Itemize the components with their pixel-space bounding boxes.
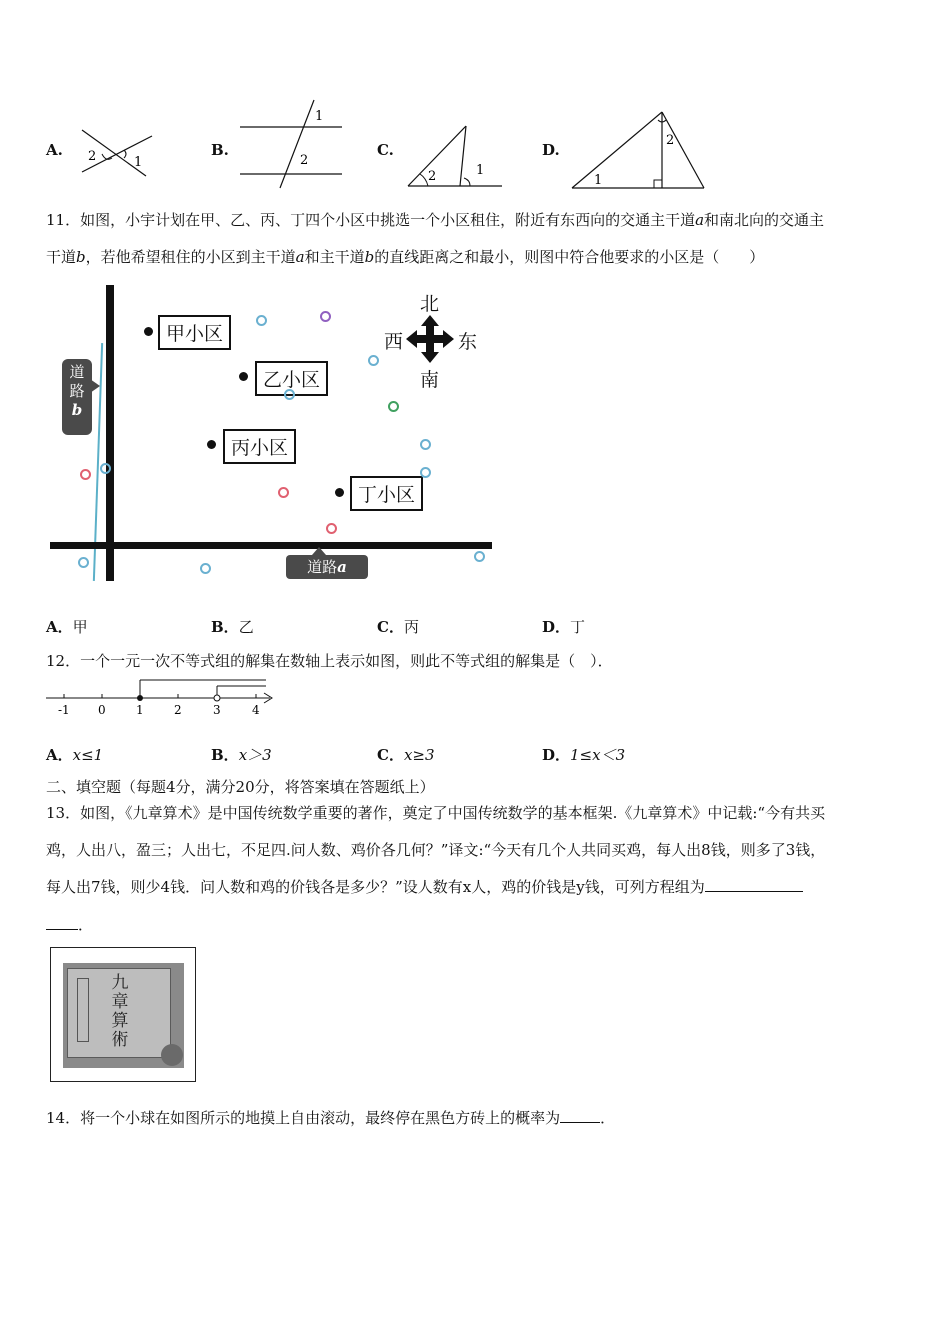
q10-option-a-label: A.: [46, 141, 63, 159]
q13-line1: 13．如图，《九章算术》是中国传统数学重要的著作，奠定了中国传统数学的基本框架.《九章算术》中记载:“今有共买: [46, 804, 826, 822]
poi-marker-icon: [80, 469, 91, 480]
district-ding-dot: [335, 488, 344, 497]
q11-stem-line1: 11．如图，小宇计划在甲、乙、丙、丁四个小区中挑选一个小区租住，附近有东西向的交通主干道a和南北向的交通主: [46, 211, 825, 229]
district-bing-dot: [207, 440, 216, 449]
q14-stem: 14．将一个小球在如图所示的地摸上自由滚动，最终停在黑色方砖上的概率为 ．: [46, 1109, 616, 1127]
poi-marker-icon: [256, 315, 267, 326]
q13-line4: ．: [46, 914, 93, 936]
q10-c-angle1: 1: [476, 163, 485, 178]
q14-answer-blank[interactable]: [560, 1108, 600, 1123]
district-bing: 丙小区: [223, 429, 296, 464]
axis-tick-2: 2: [174, 703, 182, 717]
q10-option-b-label: B.: [211, 141, 229, 159]
q12-stem: 12．一个一元一次不等式组的解集在数轴上表示如图，则此不等式组的解集是（ ）．: [46, 652, 613, 670]
compass-north: 北: [420, 293, 440, 315]
district-yi: 乙小区: [255, 361, 328, 396]
q10-b-angle1: 1: [315, 109, 324, 124]
q10-b-angle2: 2: [300, 153, 309, 168]
q10-figure-b: [238, 98, 346, 190]
axis-tick-0: 0: [98, 703, 106, 717]
road-a-line: [50, 542, 492, 549]
district-yi-dot: [239, 372, 248, 381]
q13-line3: 每人出7钱，则少4钱．问人数和鸡的价钱各是多少？”设人数有x人，鸡的价钱是y钱，可列方程组为: [46, 876, 803, 898]
axis-tick-1: 1: [136, 703, 144, 717]
poi-marker-icon: [388, 401, 399, 412]
road-a-label: 道路a: [286, 555, 368, 579]
q10-c-angle2: 2: [428, 169, 437, 184]
q10-a-angle2: 2: [88, 149, 97, 164]
q12-option-d[interactable]: D．1≤x＜3: [542, 746, 626, 764]
poi-marker-icon: [326, 523, 337, 534]
compass-west: 西: [384, 331, 404, 353]
q10-a-angle1: 1: [134, 155, 143, 170]
q10-option-d-label: D.: [542, 141, 560, 159]
book-spine-strip: [77, 978, 89, 1042]
poi-marker-icon: [78, 557, 89, 568]
road-b-line: [106, 285, 114, 581]
poi-marker-icon: [278, 487, 289, 498]
q11-option-c[interactable]: C．丙: [377, 618, 419, 636]
q12-option-c[interactable]: C．x≥3: [377, 746, 435, 764]
poi-marker-icon: [420, 467, 431, 478]
q13-answer-blank-cont[interactable]: [46, 915, 78, 930]
q10-d-angle2: 2: [666, 133, 675, 148]
q11-map: [50, 283, 492, 583]
q11-option-d[interactable]: D．丁: [542, 618, 586, 636]
q13-line2: 鸡，人出八，盈三；人出七，不足四.问人数、鸡价各几何？”译文:“今天有几个人共同买鸡，每人出8钱，则多了3钱，: [46, 841, 826, 859]
q10-figure-d: [568, 108, 708, 192]
q13-book-photo: [50, 947, 196, 1082]
poi-marker-icon: [474, 551, 485, 562]
q11-stem-line2: 干道b，若他希望租住的小区到主干道a和主干道b的直线距离之和最小，则图中符合他要求的小区是（ ）: [46, 248, 765, 266]
poi-marker-icon: [200, 563, 211, 574]
compass-arrows-icon: [406, 315, 454, 363]
axis-tick-4: 4: [252, 703, 260, 717]
q10-figure-a: [76, 124, 156, 182]
compass-south: 南: [420, 369, 440, 391]
q11-option-b[interactable]: B．乙: [211, 618, 254, 636]
poi-marker-icon: [420, 439, 431, 450]
axis-tick-3: 3: [213, 703, 221, 717]
road-a-label-pointer: [312, 547, 326, 555]
q11-option-a[interactable]: A．甲: [46, 618, 88, 636]
section2-heading: 二、填空题（每题4分，满分20分，将答案填在答题纸上）: [46, 778, 435, 796]
q10-d-angle1: 1: [594, 173, 603, 188]
q13-answer-blank[interactable]: [705, 877, 803, 892]
book-title: 九章算術: [111, 973, 129, 1050]
poi-marker-icon: [368, 355, 379, 366]
road-b-label-pointer: [90, 379, 100, 393]
district-ding: 丁小区: [350, 476, 423, 511]
q12-number-line: [44, 676, 276, 718]
district-jia-dot: [144, 327, 153, 336]
q12-option-a[interactable]: A．x≤1: [46, 746, 104, 764]
book-scroll-end: [161, 1044, 183, 1066]
axis-tick--1: -1: [58, 703, 70, 717]
district-jia: 甲小区: [158, 315, 231, 350]
q10-figure-c: [406, 122, 506, 190]
compass-east: 东: [458, 331, 478, 353]
poi-marker-icon: [320, 311, 331, 322]
poi-marker-icon: [284, 389, 295, 400]
q12-option-b[interactable]: B．x＞3: [211, 746, 272, 764]
road-b-label: 道 路 b: [62, 359, 92, 435]
poi-marker-icon: [100, 463, 111, 474]
q10-option-c-label: C.: [377, 141, 394, 159]
